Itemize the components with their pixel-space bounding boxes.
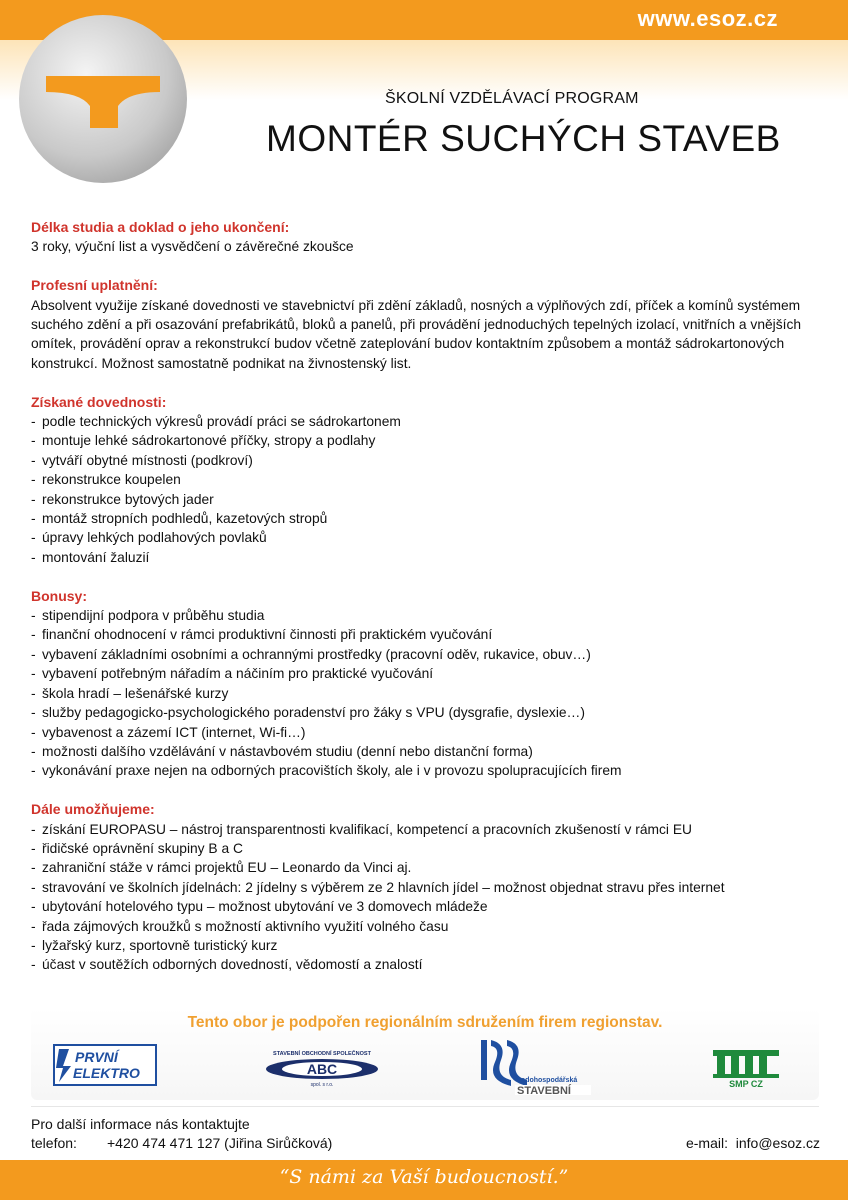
list-item: - řidičské oprávnění skupiny B a C — [31, 839, 821, 858]
list-item: - montuje lehké sádrokartonové příčky, stropy a podlahy — [31, 431, 821, 450]
abc-name: ABC — [306, 1061, 338, 1077]
list-item: - vybavení potřebným nářadím a náčiním pro praktické vyučování — [31, 664, 821, 683]
contact-email — [686, 1135, 820, 1151]
section-title: Profesní uplatnění: — [31, 277, 158, 294]
list-item: - možnosti dalšího vzdělávání v nástavbovém studiu (denní nebo distanční forma) — [31, 742, 821, 761]
list-item: - vybavení základními osobními a ochrannými prostředky (pracovní oděv, rukavice, obuv…) — [31, 645, 821, 664]
list-item: - vykonávání praxe nejen na odborných pracovištích školy, ale i v provozu spolupracujících firem — [31, 761, 821, 780]
vodohospodarska-line2: STAVEBNÍ — [517, 1085, 571, 1096]
list-item: - účast v soutěžích odborných dovedností, vědomostí a znalostí — [31, 955, 821, 974]
prvni-elektro-line2: ELEKTRO — [73, 1065, 140, 1081]
list-item: - podle technických výkresů provádí práci se sádrokartonem — [31, 412, 821, 431]
abc-tagline: STAVEBNÍ OBCHODNÍ SPOLEČNOST — [273, 1051, 371, 1057]
list-item: - stravování ve školních jídelnách: 2 jídelny s výběrem ze 2 hlavních jídel – možnost objednat stravu přes internet — [31, 878, 821, 897]
list-item: - rekonstrukce koupelen — [31, 470, 821, 489]
list-item: - finanční ohodnocení v rámci produktivní činnosti při praktickém vyučování — [31, 625, 821, 644]
slogan: “S námi za Vaší budoucností.” — [279, 1166, 569, 1188]
section-title: Bonusy: — [31, 587, 87, 604]
section-career — [31, 276, 821, 373]
list-item: - montování žaluzií — [31, 548, 821, 567]
contact-intro: Pro další informace nás kontaktujte — [31, 1116, 250, 1132]
section-duration — [31, 218, 821, 257]
prvni-elektro-logo — [53, 1044, 157, 1086]
sponsor-box — [31, 1008, 819, 1100]
list-item: - získání EUROPASU – nástroj transparentnosti kvalifikací, kompetencí a pracovních zkušeností v rámci EU — [31, 820, 821, 839]
section-further — [31, 800, 821, 975]
smp-cz-text: SMP CZ — [729, 1079, 763, 1088]
phone-number[interactable]: +420 474 471 127 (Jiřina Sirůčková) — [107, 1135, 333, 1151]
prvni-elektro-line1: PRVNÍ — [75, 1049, 118, 1065]
list-item: - stipendijní podpora v průběhu studia — [31, 606, 821, 625]
bottom-banner — [0, 1160, 848, 1200]
divider — [31, 1106, 819, 1107]
section-text: Absolvent využije získané dovednosti ve stavebnictví při zdění základů, nosných a výplňových zdí, příček a komínů systémem suchého zdění a při osazování prefabrikátů, bloků a panelů, při provádění jednoduchých tepelných izolací, vnitřních a vnějších omítek, provádění oprav a rekonstrukcí budov včetně zateplování budov kontaktním způsobem a montáž sádrokartonových konstrukcí. Možnost samostatně podnikat na živnostenský list. — [31, 297, 802, 371]
section-text: 3 roky, výuční list a vysvědčení o závěrečné zkoušce — [31, 239, 354, 255]
smp-cz-logo — [711, 1046, 781, 1088]
list-item: - řada zájmových kroužků s možností aktivního využití volného času — [31, 917, 821, 936]
bonuses-list — [31, 606, 821, 781]
list-item: - vybavenost a zázemí ICT (internet, Wi-fi…) — [31, 723, 821, 742]
list-item: - ubytování hotelového typu – možnost ubytování ve 3 domovech mládeže — [31, 897, 821, 916]
section-skills — [31, 393, 821, 568]
section-title: Získané dovednosti: — [31, 393, 167, 410]
contact-phone — [31, 1135, 332, 1151]
program-title: MONTÉR SUCHÝCH STAVEB — [266, 118, 781, 159]
list-item: - zahraniční stáže v rámci projektů EU – Leonardo da Vinci aj. — [31, 858, 821, 877]
further-list — [31, 820, 821, 975]
section-title: Délka studia a doklad o jeho ukončení: — [31, 219, 290, 235]
list-item: - lyžařský kurz, sportovně turistický kurz — [31, 936, 821, 955]
email-label: e-mail: — [685, 1135, 728, 1151]
abc-suffix: spol. s r.o. — [310, 1082, 334, 1088]
skills-list — [31, 412, 821, 567]
list-item: - služby pedagogicko-psychologického poradenství pro žáky s VPU (dysgrafie, dyslexie…) — [31, 703, 821, 722]
abc-logo — [263, 1048, 381, 1088]
list-item: - úpravy lehkých podlahových povlaků — [31, 528, 821, 547]
phone-label: telefon: — [31, 1135, 77, 1151]
sponsor-text: Tento obor je podpořen regionálním sdružením firem regionstav. — [187, 1014, 663, 1031]
program-content — [31, 218, 821, 994]
list-item: - vytváří obytné místnosti (podkroví) — [31, 451, 821, 470]
vodohospodarska-line1: vodohospodářská — [517, 1077, 578, 1084]
school-logo — [18, 14, 188, 184]
section-bonuses — [31, 587, 821, 781]
website-url[interactable]: www.esoz.cz — [637, 6, 778, 31]
program-subtitle: ŠKOLNÍ VZDĚLÁVACÍ PROGRAM — [385, 90, 639, 107]
list-item: - rekonstrukce bytových jader — [31, 490, 821, 509]
list-item: - škola hradí – lešenářské kurzy — [31, 684, 821, 703]
email-address[interactable]: info@esoz.cz — [735, 1135, 820, 1151]
vodohospodarska-stavebni-logo — [477, 1036, 595, 1096]
list-item: - montáž stropních podhledů, kazetových stropů — [31, 509, 821, 528]
section-title: Dále umožňujeme: — [31, 801, 155, 818]
